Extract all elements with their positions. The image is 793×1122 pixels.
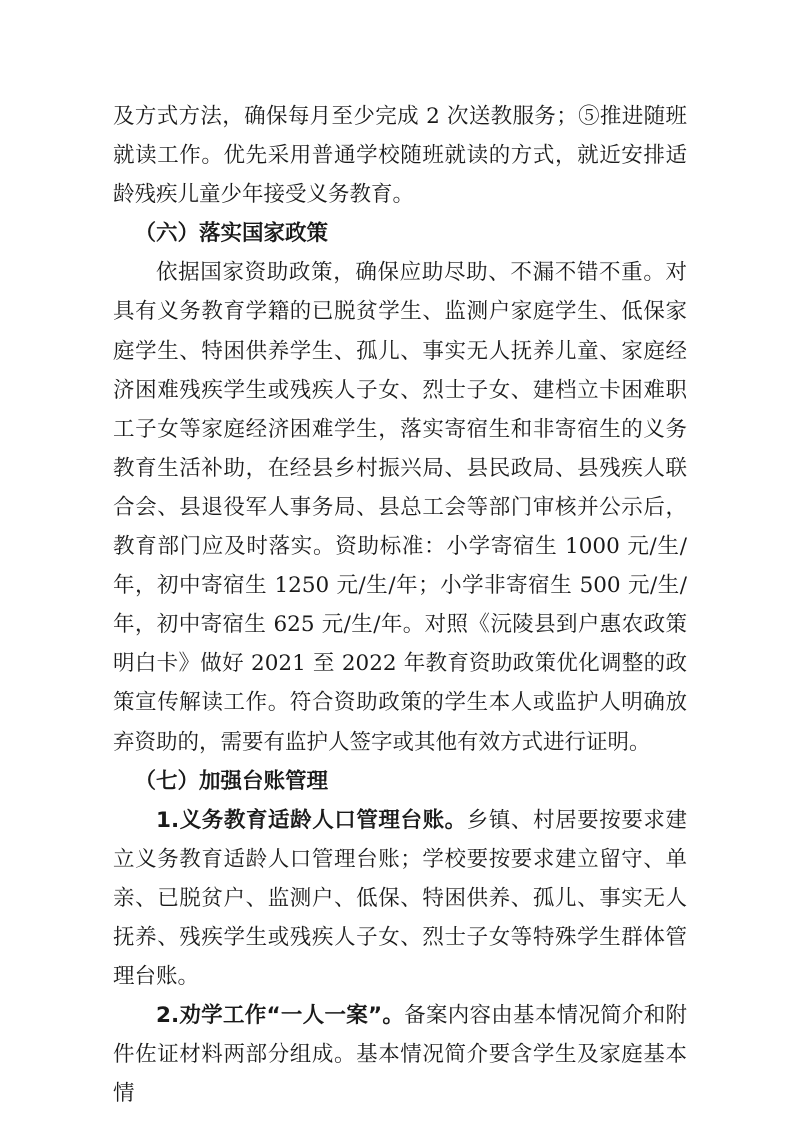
paragraph-ledger-2-lead: 2.劝学工作“一人一案”。 (156, 1003, 405, 1029)
paragraph-state-policy: 依据国家资助政策，确保应助尽助、不漏不错不重。对具有义务教育学籍的已脱贫学生、监测户家庭学生、低保家庭学生、特困供养学生、孤儿、事实无人抚养儿童、家庭经济困难残疾学生或残疾人子女、烈士子女、建档立卡困难职工子女等家庭经济困难学生，落实寄宿生和非寄宿生的义务教育生活补助，在经县乡村振兴局、县民政局、县残疾人联合会、县退役军人事务局、县总工会等部门审核并公示后，教育部门应及时落实。资助标准：小学寄宿生 1000 元/生/年，初中寄宿生 1250 元/生/年；小学非寄宿生 500 元/生/年，初中寄宿生 625 元/生/年。对照《沅陵县到户惠农政策明白卡》做好 2021 至 2022 年教育资助政策优化调整的政策宣传解读工作。符合资助政策的学生本人或监护人明确放弃资助的，需要有监护人签字或其他有效方式进行证明。 (113, 260, 687, 755)
paragraph-ledger-2 (113, 996, 687, 1113)
paragraph-ledger-1-body: 乡镇、村居要按要求建立义务教育适龄人口管理台账；学校要按要求建立留守、单亲、已脱贫户、监测户、低保、特困供养、孤儿、事实无人抚养、残疾学生或残疾人子女、烈士子女等特殊学生群体管理台账。 (113, 807, 687, 990)
section-heading-6: （六）落实国家政策 (134, 221, 329, 247)
section-heading-7: （七）加强台账管理 (134, 768, 329, 794)
paragraph-ledger-2-body: 备案内容由基本情况简介和附件佐证材料两部分组成。基本情况简介要含学生及家庭基本情 (113, 1003, 687, 1107)
paragraph-ledger-1 (113, 801, 687, 996)
document-body (113, 97, 687, 1113)
paragraph-ledger-1-lead: 1.义务教育适龄人口管理台账。 (156, 807, 467, 833)
paragraph-continuation: 及方式方法，确保每月至少完成 2 次送教服务；⑤推进随班就读工作。优先采用普通学校随班就读的方式，就近安排适龄残疾儿童少年接受义务教育。 (113, 104, 687, 208)
